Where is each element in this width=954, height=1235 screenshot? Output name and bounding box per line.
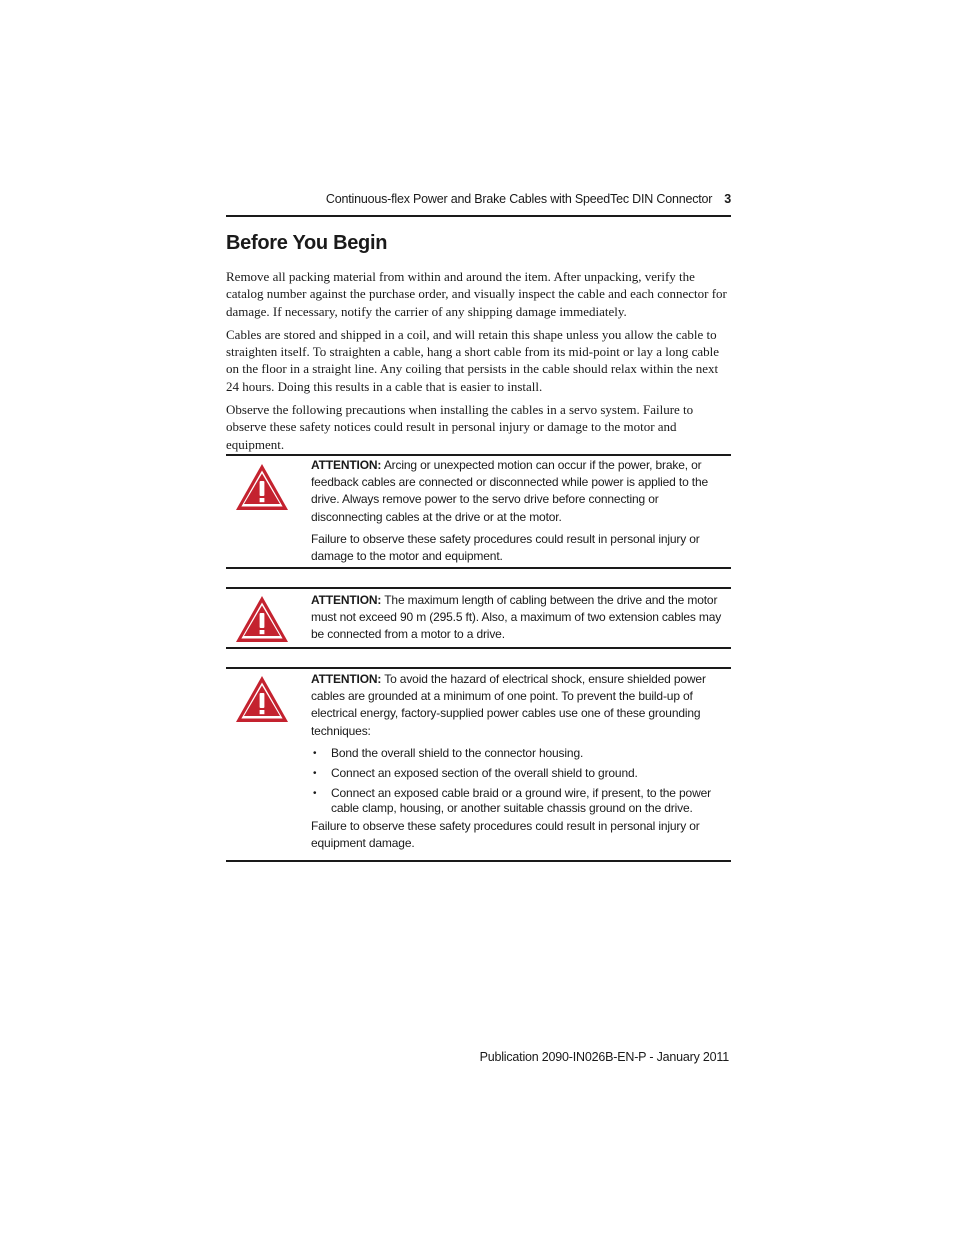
list-item: • Connect an exposed cable braid or a ground wire, if present, to the power cable clamp, housing, or another suitable chassis ground on the drive. bbox=[313, 785, 711, 815]
warning-triangle-icon bbox=[234, 462, 290, 512]
attention-text: The maximum length of cabling between the drive and the motor must not exceed 90 m (295.5 ft). Also, a maximum of two extension cables may be connected from a motor to a drive. bbox=[311, 593, 722, 642]
running-title: Continuous-flex Power and Brake Cables with SpeedTec DIN Connector bbox=[325, 192, 713, 206]
publication-footer: Publication 2090-IN026B-EN-P - January 2011 bbox=[479, 1050, 729, 1064]
attention-block-length bbox=[226, 587, 731, 649]
bullet-icon: • bbox=[313, 747, 317, 759]
attention-label: ATTENTION: bbox=[311, 593, 382, 607]
page-number: 3 bbox=[724, 192, 731, 206]
warning-triangle-icon bbox=[234, 594, 290, 644]
attention-follow-text: Failure to observe these safety procedures could result in personal injury or equipment damage. bbox=[311, 818, 700, 851]
paragraph-straighten: Cables are stored and shipped in a coil, and will retain this shape unless you allow the cable to straighten itself. To straighten a cable, hang a short cable from its mid-point or lay a long cable on the floor in a straight line. Any coiling that persists in the cable should relax within the next 24 hours. Doing this results in a cable that is easier to install. bbox=[226, 326, 720, 394]
body-text bbox=[226, 268, 731, 459]
section-title: Before You Begin bbox=[226, 232, 388, 254]
grounding-techniques-list bbox=[311, 746, 731, 816]
attention-content-arcing bbox=[311, 457, 731, 570]
attention-content-shock bbox=[311, 671, 731, 857]
paragraph-precautions: Observe the following precautions when installing the cables in a servo system. Failure to observe these safety notices could result in personal injury or damage to the motor and equipment. bbox=[226, 402, 694, 452]
attention-block-shock bbox=[226, 667, 731, 862]
warning-triangle-icon bbox=[234, 674, 290, 724]
attention-follow-text: Failure to observe these safety procedures could result in personal injury or damage to the motor and equipment. bbox=[311, 531, 700, 564]
running-header bbox=[226, 192, 731, 206]
attention-block-arcing bbox=[226, 454, 731, 569]
bullet-icon: • bbox=[313, 767, 317, 779]
list-item: • Bond the overall shield to the connector housing. bbox=[313, 745, 584, 760]
bullet-icon: • bbox=[313, 787, 317, 799]
paragraph-unpacking: Remove all packing material from within and around the item. After unpacking, verify the catalog number against the purchase order, and visually inspect the cable and each connector for damage. If necessary, notify the carrier of any shipping damage immediately. bbox=[226, 269, 727, 319]
attention-label: ATTENTION: bbox=[311, 458, 382, 472]
attention-text: Arcing or unexpected motion can occur if the power, brake, or feedback cables are connected or disconnected while power is applied to the drive. Always remove power to the servo drive before connecting or disconnecting cables at the drive or at the motor. bbox=[311, 458, 709, 524]
attention-text: To avoid the hazard of electrical shock, ensure shielded power cables are grounded at a minimum of one point. To prevent the build-up of electrical energy, factory-supplied power cables use one of these grounding techniques: bbox=[311, 672, 706, 738]
attention-label: ATTENTION: bbox=[311, 672, 382, 686]
header-rule bbox=[226, 215, 731, 217]
attention-content-length bbox=[311, 592, 731, 649]
list-item: • Connect an exposed section of the overall shield to ground. bbox=[313, 765, 638, 780]
